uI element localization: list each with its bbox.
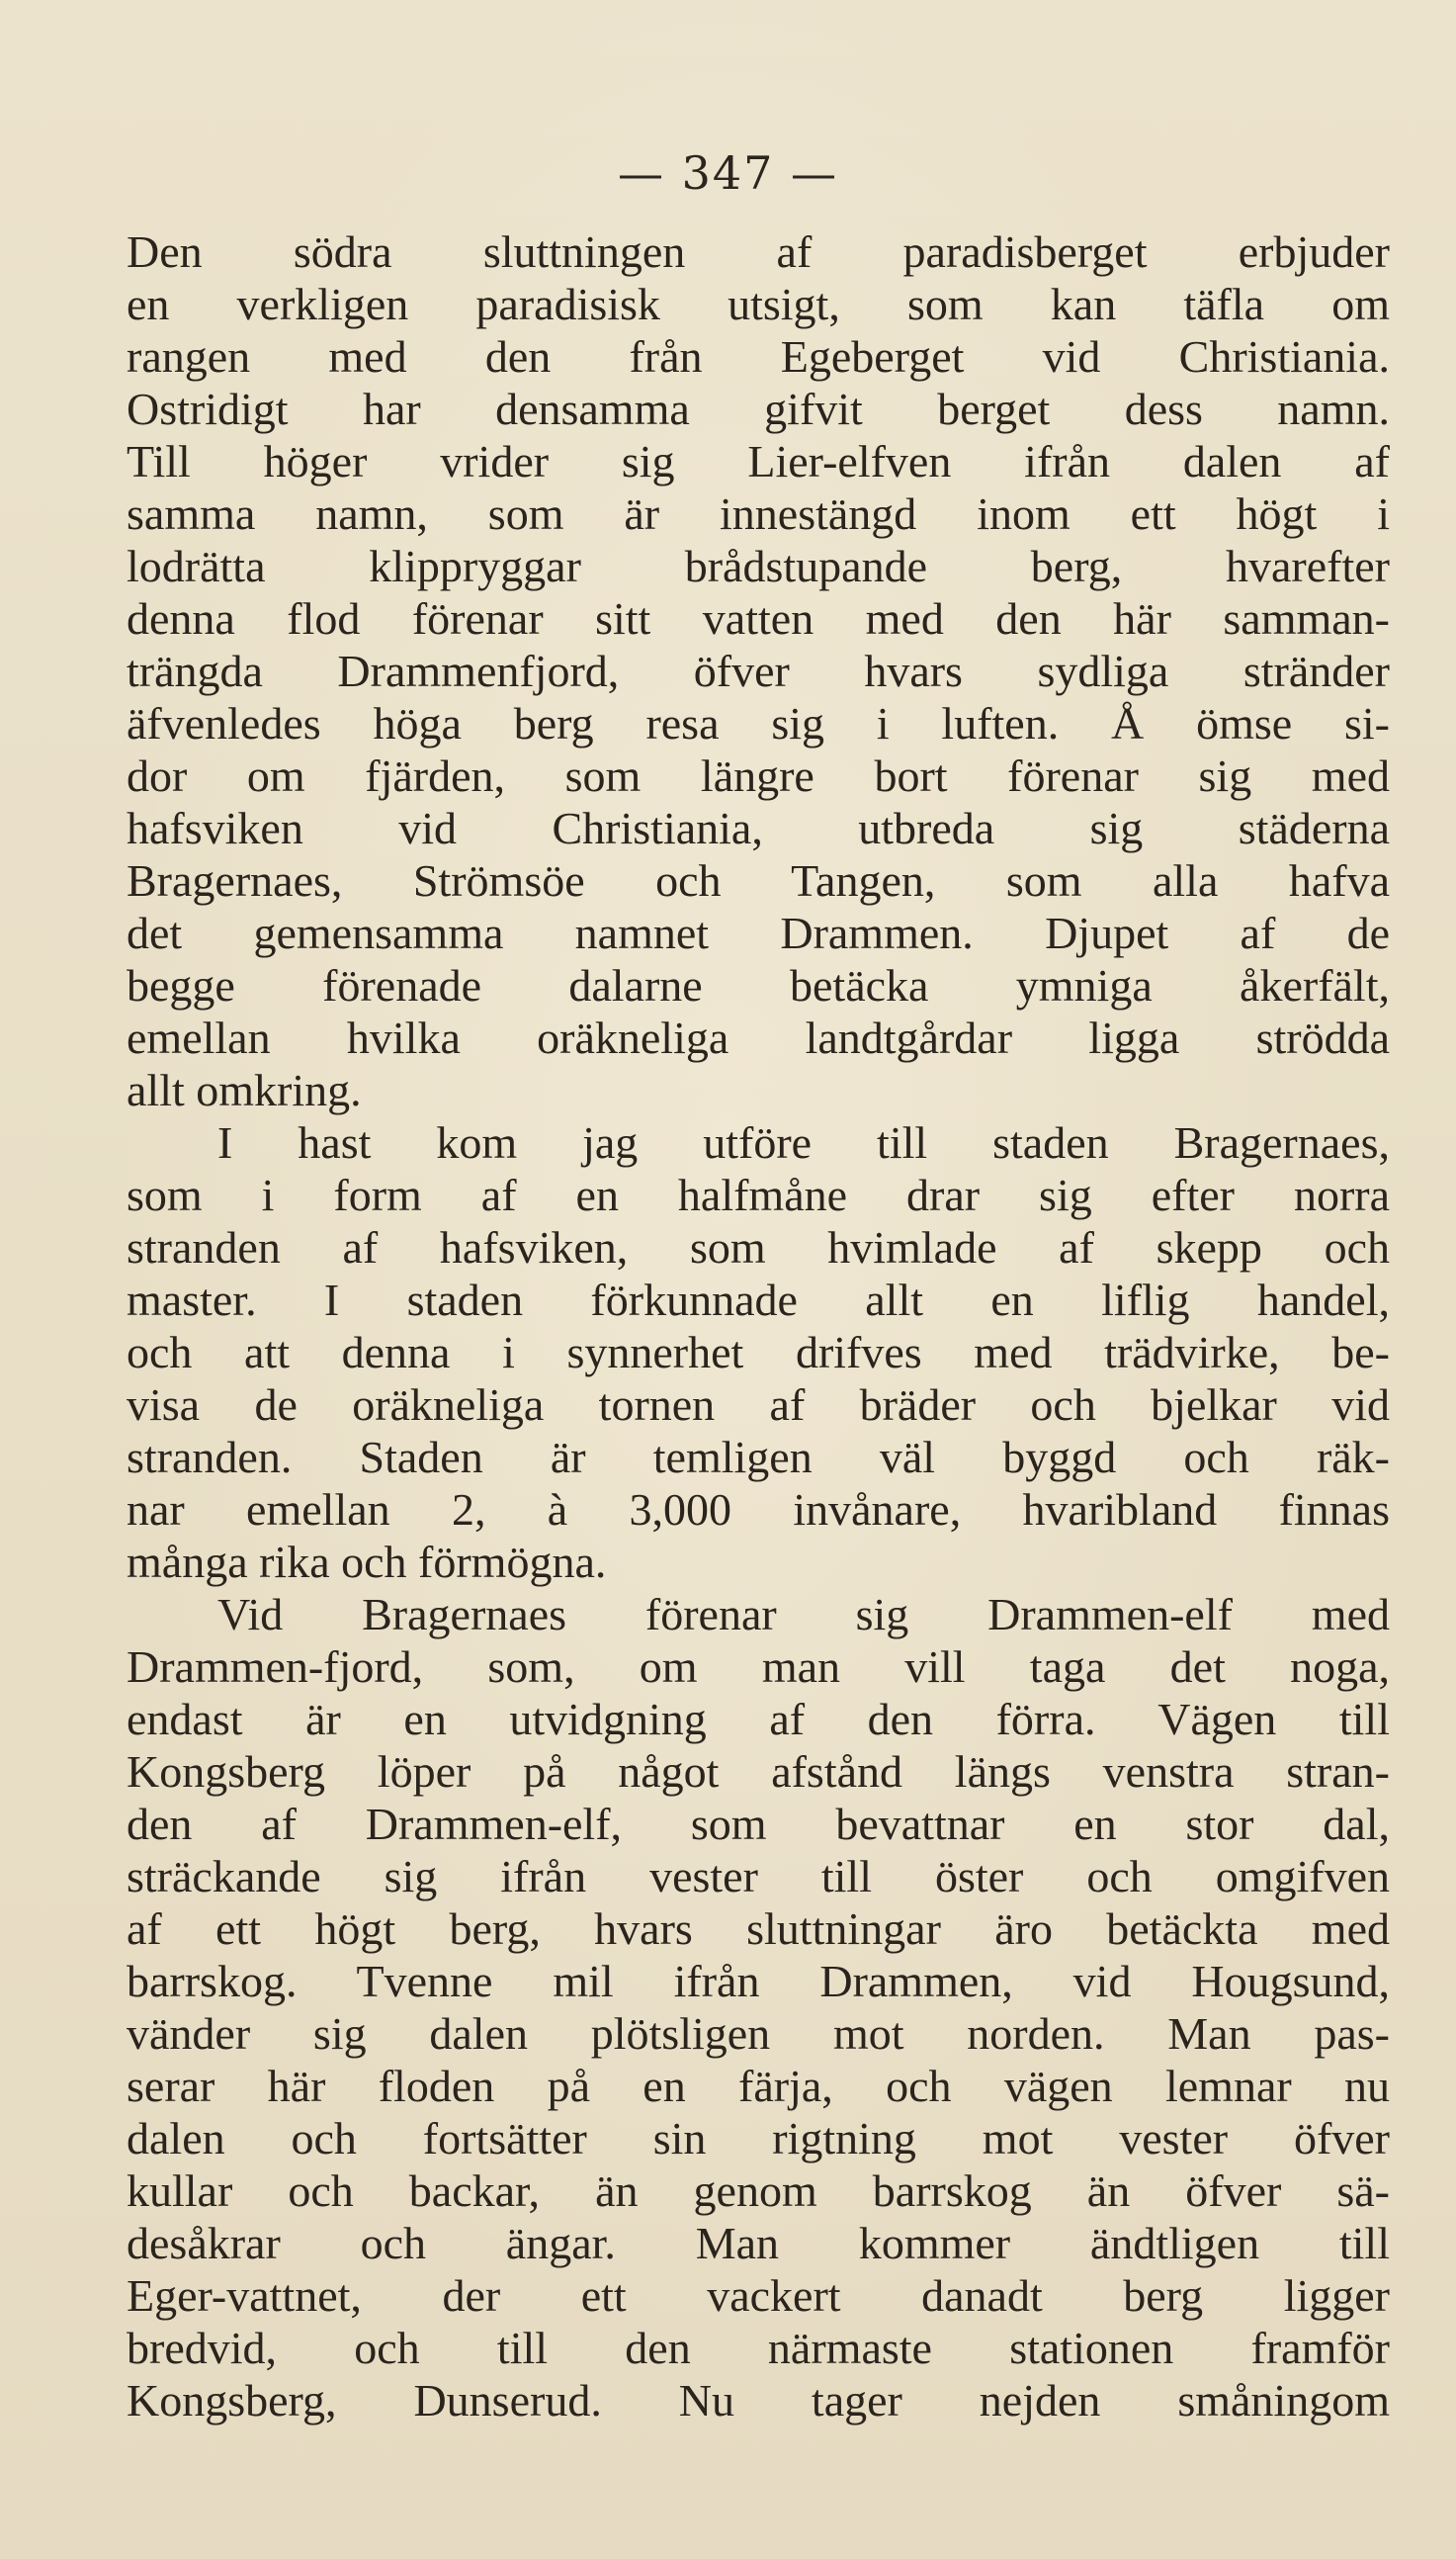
text-line: kullar och backar, än genom barrskog än öfver sä-: [127, 2165, 1390, 2216]
text-line: en verkligen paradisisk utsigt, som kan täfla om: [127, 279, 1390, 329]
text-line: bredvid, och till den närmaste stationen framför: [127, 2323, 1390, 2373]
text-line: rangen med den från Egeberget vid Christiania.: [127, 331, 1390, 382]
body-text: [127, 225, 1390, 2427]
text-line: stranden af hafsviken, som hvimlade af skepp och: [127, 1222, 1390, 1273]
text-line: Kongsberg, Dunserud. Nu tager nejden småningom: [127, 2375, 1390, 2426]
text-line: Den södra sluttningen af paradisberget erbjuder: [127, 226, 1390, 277]
text-line: det gemensamma namnet Drammen. Djupet af de: [127, 908, 1390, 958]
text-line: dor om fjärden, som längre bort förenar sig med: [127, 750, 1390, 801]
text-line: Vid Bragernaes förenar sig Drammen-elf med: [217, 1589, 1390, 1639]
text-line: samma namn, som är innestängd inom ett högt i: [127, 488, 1390, 539]
text-line: master. I staden förkunnade allt en liflig handel,: [127, 1275, 1390, 1325]
text-line: denna flod förenar sitt vatten med den här samman-: [127, 593, 1390, 644]
text-line: desåkrar och ängar. Man kommer ändtligen till: [127, 2218, 1390, 2268]
text-line: äfvenledes höga berg resa sig i luften. Å ömse si-: [127, 698, 1390, 749]
text-line: och att denna i synnerhet drifves med trädvirke, be-: [127, 1327, 1390, 1377]
text-line: serar här floden på en färja, och vägen lemnar nu: [127, 2061, 1390, 2111]
text-line: hafsviken vid Christiania, utbreda sig städerna: [127, 803, 1390, 853]
text-line: Eger-vattnet, der ett vackert danadt berg ligger: [127, 2270, 1390, 2321]
text-line: sträckande sig ifrån vester till öster och omgifven: [127, 1851, 1390, 1901]
text-line: många rika och förmögna.: [127, 1537, 607, 1587]
text-line: endast är en utvidgning af den förra. Vägen till: [127, 1694, 1390, 1744]
text-line: af ett högt berg, hvars sluttningar äro betäckta med: [127, 1903, 1390, 1954]
text-line: lodrätta klippryggar brådstupande berg, hvarefter: [127, 541, 1390, 591]
text-line: stranden. Staden är temligen väl byggd och räk-: [127, 1432, 1390, 1482]
text-line: emellan hvilka oräkneliga landtgårdar ligga strödda: [127, 1013, 1390, 1063]
text-line: Drammen-fjord, som, om man vill taga det noga,: [127, 1641, 1390, 1692]
text-line: begge förenade dalarne betäcka ymniga åkerfält,: [127, 960, 1390, 1011]
text-line: barrskog. Tvenne mil ifrån Drammen, vid Hougsund,: [127, 1956, 1390, 2006]
text-line: som i form af en halfmåne drar sig efter norra: [127, 1170, 1390, 1220]
text-line: visa de oräkneliga tornen af bräder och bjelkar vid: [127, 1379, 1390, 1430]
text-line: Bragernaes, Strömsöe och Tangen, som alla hafva: [127, 855, 1390, 906]
text-line: I hast kom jag utföre till staden Bragernaes,: [217, 1117, 1390, 1168]
text-line: dalen och fortsätter sin rigtning mot vester öfver: [127, 2113, 1390, 2163]
text-line: Till höger vrider sig Lier-elfven ifrån dalen af: [127, 436, 1390, 486]
text-line: nar emellan 2, à 3,000 invånare, hvaribland finnas: [127, 1484, 1390, 1535]
text-line: vänder sig dalen plötsligen mot norden. Man pas-: [127, 2008, 1390, 2059]
text-line: trängda Drammenfjord, öfver hvars sydliga stränder: [127, 646, 1390, 696]
text-line: den af Drammen-elf, som bevattnar en stor dal,: [127, 1799, 1390, 1849]
page-number: — 347 —: [617, 146, 839, 200]
text-line: Kongsberg löper på något afstånd längs venstra stran-: [127, 1746, 1390, 1797]
text-line: Ostridigt har densamma gifvit berget dess namn.: [127, 384, 1390, 434]
text-line: allt omkring.: [127, 1065, 362, 1115]
